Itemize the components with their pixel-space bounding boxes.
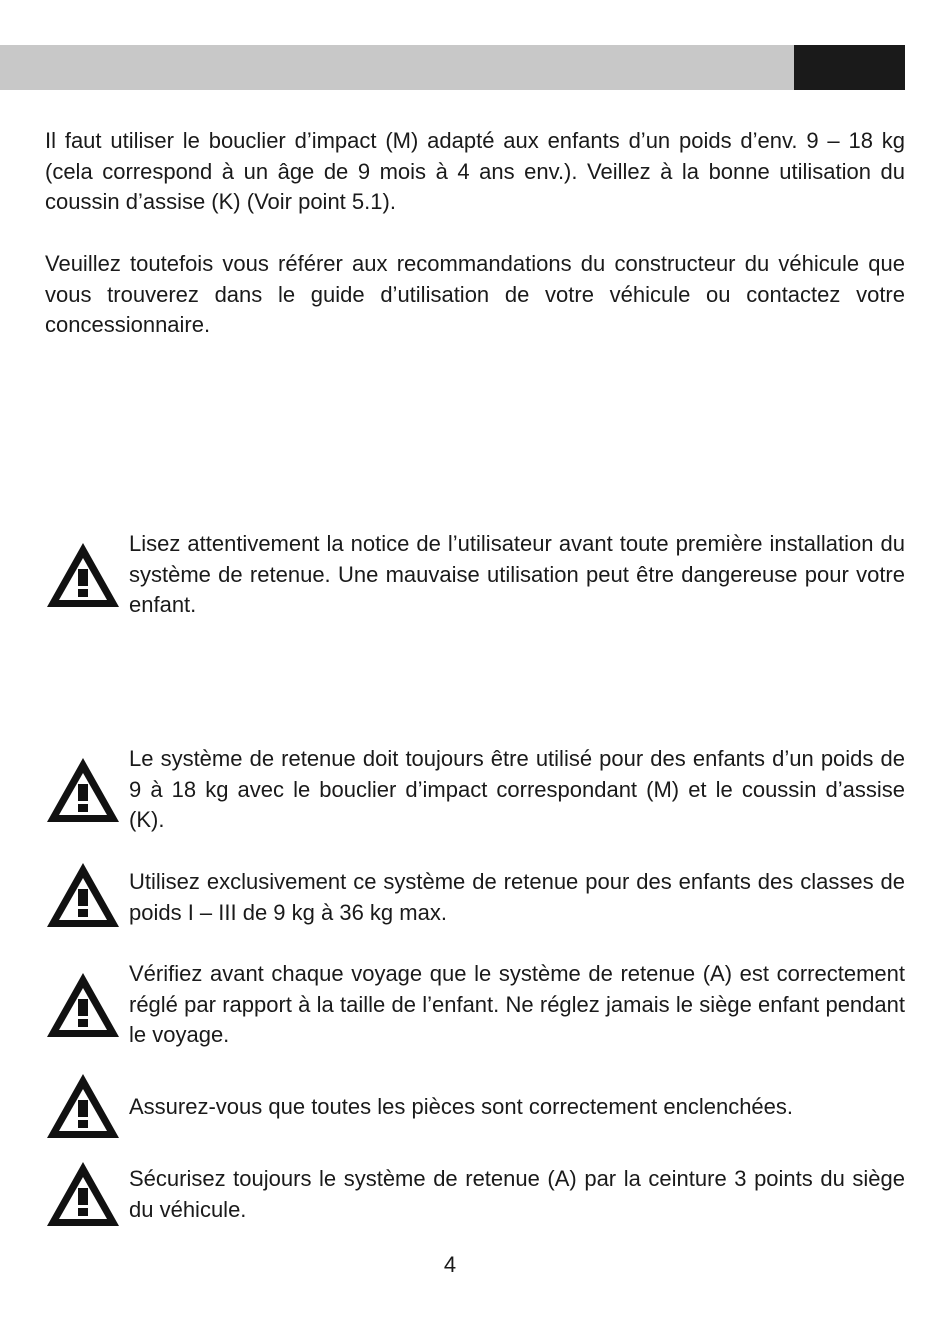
paragraph-impact-shield: Il faut utiliser le bouclier d’impact (M) adapté aux enfants d’un poids d’env. 9 – 18 kg (cela correspond à un âge de 9 mois à 4 ans env.). Veillez à la bonne utilisation du coussin d’assise (K) (Voir point 5.1). bbox=[45, 128, 905, 214]
warning-text: Sécurisez toujours le système de retenue (A) par la ceinture 3 points du siège du véhicule. bbox=[129, 1166, 905, 1222]
warning-triangle-icon bbox=[45, 861, 121, 929]
header-tab-block bbox=[794, 45, 905, 90]
warning-triangle-icon bbox=[45, 1072, 121, 1140]
warning-text: Assurez-vous que toutes les pièces sont correctement enclenchées. bbox=[129, 1094, 794, 1119]
warning-triangle-icon bbox=[45, 756, 121, 824]
header-bar bbox=[0, 45, 905, 90]
warning-triangle-icon bbox=[45, 541, 121, 609]
warning-triangle-icon bbox=[45, 1160, 121, 1228]
page-number: 4 bbox=[443, 1252, 457, 1277]
warning-text: Vérifiez avant chaque voyage que le système de retenue (A) est correctement réglé par rapport à la taille de l’enfant. Ne réglez jamais le siège enfant pendant le voyage. bbox=[129, 961, 905, 1047]
warning-text: Lisez attentivement la notice de l’utilisateur avant toute première installation du système de retenue. Une mauvaise utilisation peut être dangereuse pour votre enfant. bbox=[129, 531, 905, 617]
paragraph-vehicle-manufacturer: Veuillez toutefois vous référer aux recommandations du constructeur du véhicule que vous trouverez dans le guide d’utilisation de votre véhicule ou contactez votre concessionnaire. bbox=[45, 251, 905, 337]
warning-text: Utilisez exclusivement ce système de retenue pour des enfants des classes de poids I – III de 9 kg à 36 kg max. bbox=[129, 869, 905, 925]
warning-triangle-icon bbox=[45, 971, 121, 1039]
warning-text: Le système de retenue doit toujours être utilisé pour des enfants d’un poids de 9 à 18 kg avec le bouclier d’impact correspondant (M) et le coussin d’assise (K). bbox=[129, 746, 905, 832]
